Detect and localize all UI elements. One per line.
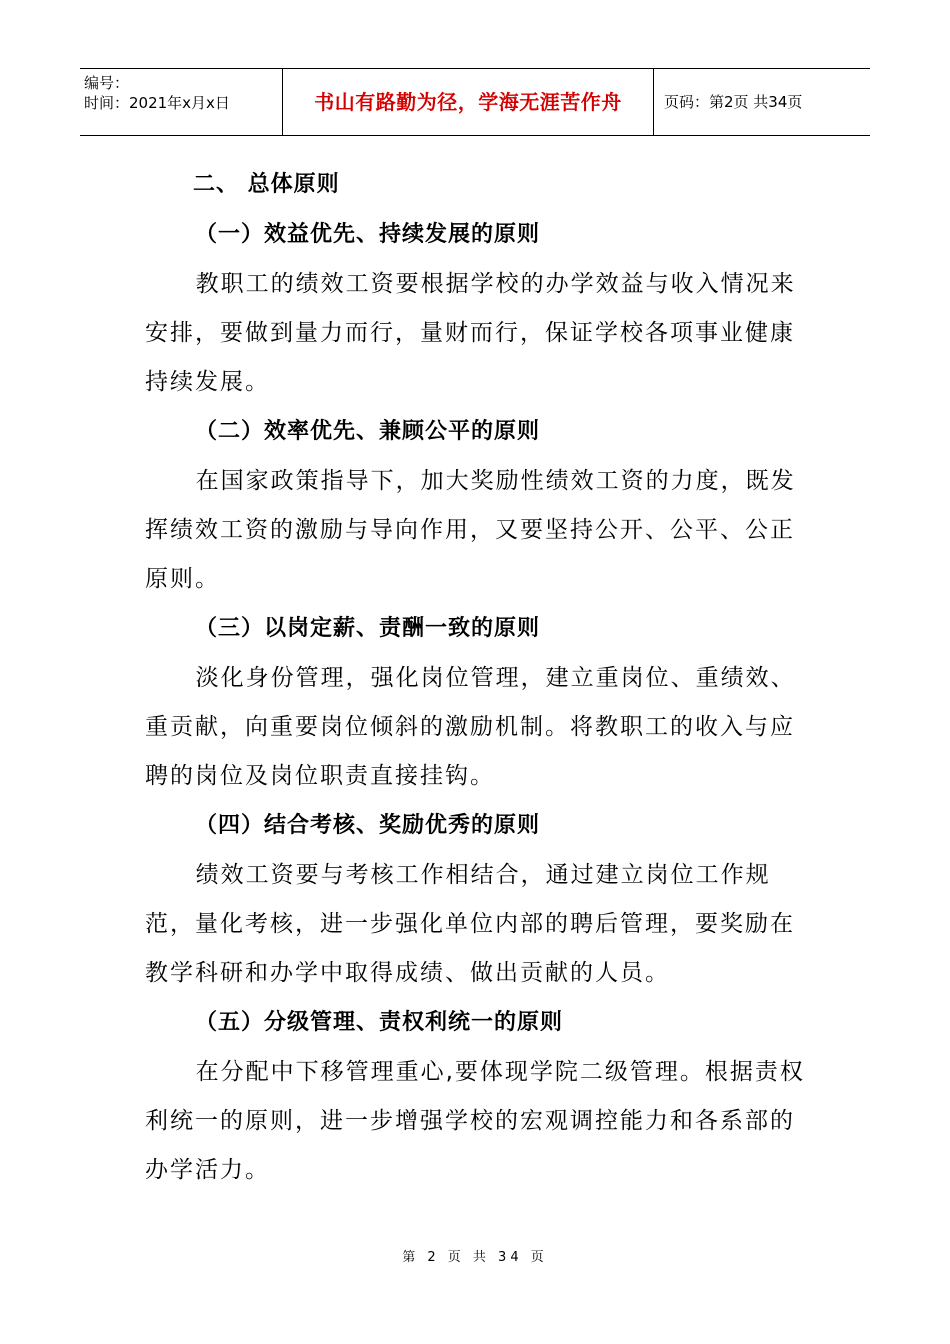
- item-heading-2: （二）效率优先、兼顾公平的原则: [195, 419, 541, 444]
- document-body: [145, 160, 815, 1195]
- header-meta: [84, 73, 280, 113]
- section-title: 二、 总体原则: [193, 172, 340, 197]
- page-footer: 第 2 页 共 34 页: [402, 1250, 548, 1265]
- header-page-info: 页码：第2页 共34页: [664, 93, 803, 111]
- item-paragraph-5: 在分配中下移管理重心,要体现学院二级管理。根据责权利统一的原则，进一步增强学校的宏观调控能力和各系部的办学活力。: [145, 1059, 805, 1183]
- item-paragraph-2: 在国家政策指导下，加大奖励性绩效工资的力度，既发挥绩效工资的激励与导向作用，又要坚持公开、公平、公正原则。: [145, 468, 796, 592]
- document-number-label: 编号：: [84, 74, 130, 92]
- item-heading-1: （一）效益优先、持续发展的原则: [195, 222, 541, 247]
- item-heading-3: （三）以岗定薪、责酬一致的原则: [195, 616, 541, 641]
- header-motto: 书山有路勤为径，学海无涯苦作舟: [282, 69, 654, 135]
- item-paragraph-3: 淡化身份管理，强化岗位管理，建立重岗位、重绩效、重贡献，向重要岗位倾斜的激励机制。将教职工的收入与应聘的岗位及岗位职责直接挂钩。: [145, 665, 796, 789]
- item-heading-5: （五）分级管理、责权利统一的原则: [195, 1010, 564, 1035]
- item-paragraph-1: 教职工的绩效工资要根据学校的办学效益与收入情况来安排，要做到量力而行，量财而行，保证学校各项事业健康持续发展。: [145, 271, 796, 395]
- item-heading-4: （四）结合考核、奖励优秀的原则: [195, 813, 541, 838]
- document-time-label: 时间：2021年x月x日: [84, 94, 230, 112]
- item-paragraph-4: 绩效工资要与考核工作相结合，通过建立岗位工作规范，量化考核，进一步强化单位内部的聘后管理，要奖励在教学科研和办学中取得成绩、做出贡献的人员。: [145, 862, 795, 986]
- page-header: [80, 68, 870, 136]
